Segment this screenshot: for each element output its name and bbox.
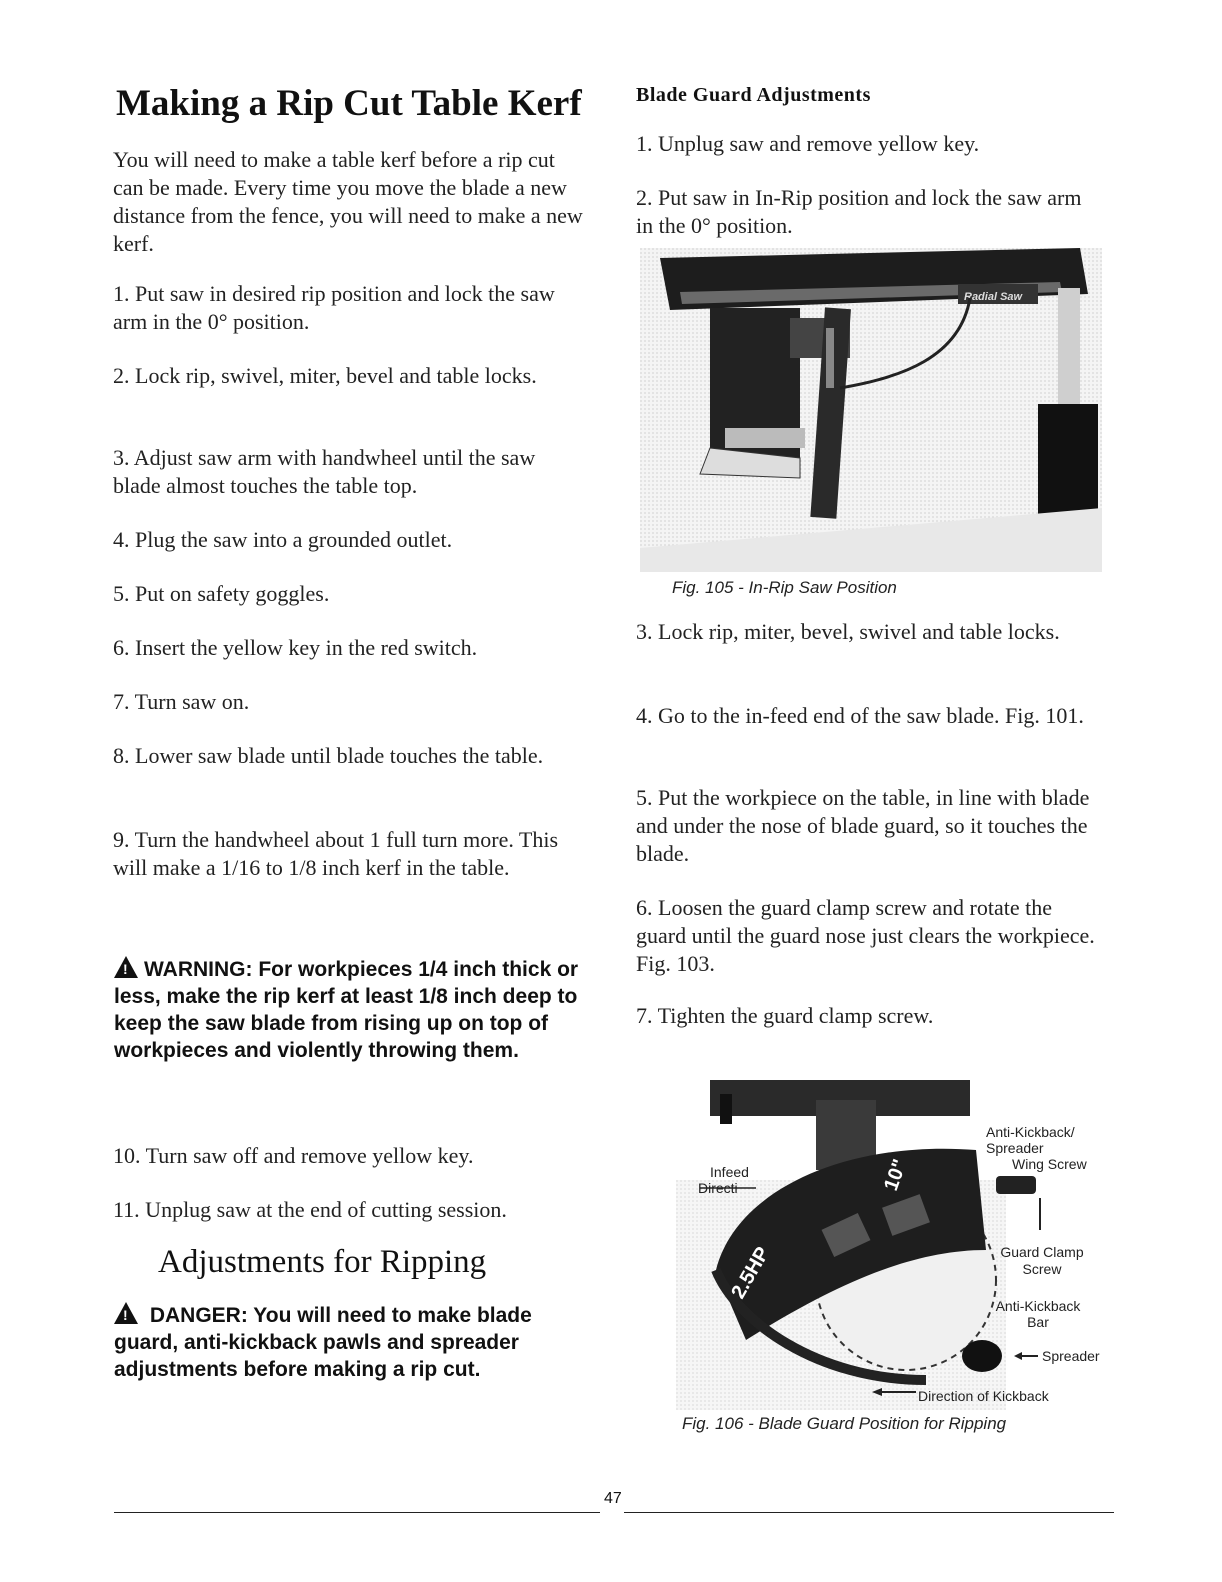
- warning-text: WARNING: For workpieces 1/4 inch thick or less, make the rip kerf at least 1/8 inch deep to keep the saw blade from rising up on top of workpieces and violently throwing them.: [114, 958, 579, 1062]
- right-step-5: 5. Put the workpiece on the table, in line with blade and under the nose of blade guard, so it touches the blade.: [636, 785, 1090, 866]
- danger-block: [114, 1302, 592, 1383]
- fig-106-caption: Fig. 106 - Blade Guard Position for Ripping: [682, 1414, 1007, 1433]
- section-subtitle: Adjustments for Ripping: [158, 1244, 487, 1280]
- left-step-6: 6. Insert the yellow key in the red switch.: [113, 635, 478, 660]
- size-label: 10": [880, 1156, 912, 1194]
- label-infeed: Infeed: [710, 1164, 749, 1180]
- warning-block: [114, 956, 592, 1064]
- right-step-2: 2. Put saw in In-Rip position and lock the saw arm in the 0° position.: [636, 185, 1082, 238]
- radial-saw-brand: Radial Saw: [964, 291, 1023, 303]
- left-step-10: 10. Turn saw off and remove yellow key.: [113, 1143, 474, 1168]
- label-spreader: Spreader: [1042, 1348, 1100, 1364]
- warning-icon: [114, 956, 138, 978]
- page-number: 47: [604, 1490, 622, 1507]
- left-step-7: 7. Turn saw on.: [113, 689, 250, 714]
- left-step-9: 9. Turn the handwheel about 1 full turn more. This will make a 1/16 to 1/8 inch kerf in the table.: [113, 827, 559, 880]
- label-guard-clamp-screw: Screw: [1022, 1261, 1062, 1277]
- left-step-11: 11. Unplug saw at the end of cutting session.: [113, 1197, 507, 1222]
- label-wing-screw: Wing Screw: [1012, 1156, 1087, 1172]
- fig-105-image: [640, 248, 1102, 572]
- page-title: Making a Rip Cut Table Kerf: [116, 83, 582, 124]
- danger-text: DANGER: You will need to make blade guard, anti-kickback pawls and spreader adjustments before making a rip cut.: [114, 1304, 532, 1381]
- right-step-7: 7. Tighten the guard clamp screw.: [636, 1003, 934, 1028]
- label-direction-kickback: Direction of Kickback: [918, 1388, 1049, 1404]
- label-bar: Bar: [1027, 1314, 1049, 1330]
- label-anti-kickback-spreader: Anti-Kickback/: [986, 1124, 1075, 1140]
- danger-icon: [114, 1302, 138, 1324]
- label-guard-clamp: Guard Clamp: [1000, 1244, 1084, 1260]
- left-step-2: 2. Lock rip, swivel, miter, bevel and table locks.: [113, 363, 537, 388]
- right-step-4: 4. Go to the in-feed end of the saw blade. Fig. 101.: [636, 703, 1084, 728]
- blade-guard-heading: Blade Guard Adjustments: [636, 84, 871, 106]
- left-step-8: 8. Lower saw blade until blade touches the table.: [113, 743, 544, 768]
- right-step-6: 6. Loosen the guard clamp screw and rotate the guard until the guard nose just clears the workpiece. Fig. 103.: [636, 895, 1095, 976]
- footer-rule-left: [114, 1512, 600, 1513]
- hp-label: 2.5HP: [727, 1243, 775, 1303]
- fig-105-illustration: [640, 248, 1102, 572]
- left-step-5: 5. Put on safety goggles.: [113, 581, 330, 606]
- right-step-3: 3. Lock rip, miter, bevel, swivel and table locks.: [636, 619, 1060, 644]
- label-anti-kickback-bar: Anti-Kickback: [995, 1298, 1081, 1314]
- right-step-1: 1. Unplug saw and remove yellow key.: [636, 131, 980, 156]
- footer-rule-right: [624, 1512, 1114, 1513]
- left-step-3: 3. Adjust saw arm with handwheel until the saw blade almost touches the table top.: [113, 445, 536, 498]
- label-direction-partial: Directi: [698, 1180, 738, 1196]
- left-step-1: 1. Put saw in desired rip position and lock the saw arm in the 0° position.: [113, 281, 555, 334]
- fig-105-caption: Fig. 105 - In-Rip Saw Position: [672, 578, 897, 597]
- left-step-4: 4. Plug the saw into a grounded outlet.: [113, 527, 453, 552]
- intro-paragraph: You will need to make a table kerf before a rip cut can be made. Every time you move the blade a new distance from the fence, you will need to make a new kerf.: [113, 147, 583, 256]
- label-spreader-line: Spreader: [986, 1140, 1044, 1156]
